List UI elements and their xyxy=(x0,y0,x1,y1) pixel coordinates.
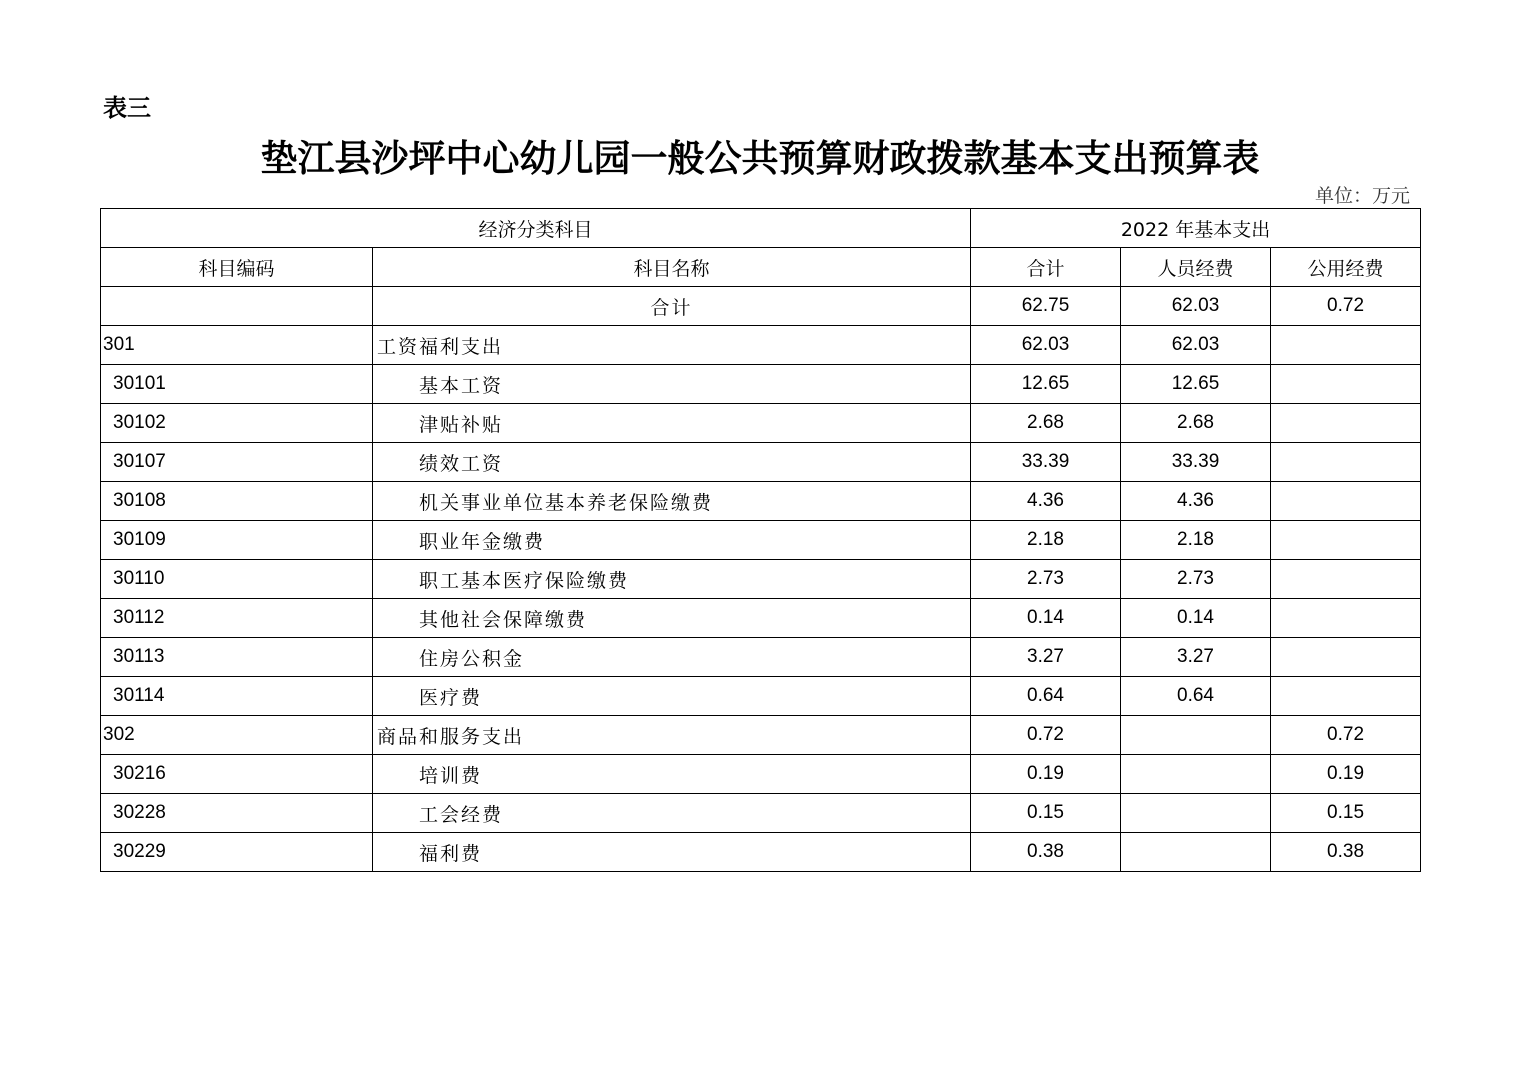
cell-total: 2.73 xyxy=(971,560,1121,599)
cell-total: 62.03 xyxy=(971,326,1121,365)
budget-table xyxy=(100,208,1421,872)
cell-public-expense xyxy=(1271,326,1421,365)
table-body xyxy=(101,287,1421,872)
cell-public-expense: 0.15 xyxy=(1271,794,1421,833)
cell-total: 0.19 xyxy=(971,755,1121,794)
cell-subject-code: 30112 xyxy=(101,599,373,638)
header-subject-code: 科目编码 xyxy=(101,248,373,287)
cell-personnel-expense: 62.03 xyxy=(1121,326,1271,365)
table-row xyxy=(101,599,1421,638)
cell-subject-name: 工会经费 xyxy=(373,794,971,833)
cell-public-expense xyxy=(1271,482,1421,521)
cell-public-expense xyxy=(1271,677,1421,716)
cell-public-expense xyxy=(1271,521,1421,560)
cell-subject-code: 30229 xyxy=(101,833,373,872)
cell-subject-name: 津贴补贴 xyxy=(373,404,971,443)
table-header xyxy=(101,209,1421,287)
cell-public-expense: 0.38 xyxy=(1271,833,1421,872)
table-row xyxy=(101,482,1421,521)
table-row xyxy=(101,716,1421,755)
table-row xyxy=(101,521,1421,560)
cell-subject-code: 30108 xyxy=(101,482,373,521)
cell-subject-code: 30102 xyxy=(101,404,373,443)
cell-public-expense xyxy=(1271,638,1421,677)
header-basic-expenditure-2022: 2022 年基本支出 xyxy=(971,209,1421,248)
cell-subject-name: 职工基本医疗保险缴费 xyxy=(373,560,971,599)
cell-subject-name: 基本工资 xyxy=(373,365,971,404)
cell-total: 0.72 xyxy=(971,716,1121,755)
table-row xyxy=(101,560,1421,599)
header-row-columns xyxy=(101,248,1421,287)
cell-personnel-expense: 0.64 xyxy=(1121,677,1271,716)
cell-subject-code: 30228 xyxy=(101,794,373,833)
cell-subject-code: 301 xyxy=(101,326,373,365)
table-row xyxy=(101,404,1421,443)
cell-public-expense xyxy=(1271,560,1421,599)
cell-subject-name: 培训费 xyxy=(373,755,971,794)
table-row xyxy=(101,443,1421,482)
cell-total: 12.65 xyxy=(971,365,1121,404)
cell-subject-code: 30114 xyxy=(101,677,373,716)
cell-subject-name: 其他社会保障缴费 xyxy=(373,599,971,638)
header-row-group xyxy=(101,209,1421,248)
table-row xyxy=(101,365,1421,404)
cell-total: 2.68 xyxy=(971,404,1121,443)
cell-subject-code: 30113 xyxy=(101,638,373,677)
cell-subject-name: 商品和服务支出 xyxy=(373,716,971,755)
cell-total: 0.64 xyxy=(971,677,1121,716)
cell-personnel-expense: 12.65 xyxy=(1121,365,1271,404)
cell-public-expense: 0.72 xyxy=(1271,716,1421,755)
cell-subject-name: 机关事业单位基本养老保险缴费 xyxy=(373,482,971,521)
table-row xyxy=(101,326,1421,365)
cell-personnel-expense xyxy=(1121,716,1271,755)
cell-personnel-expense xyxy=(1121,833,1271,872)
header-personnel-expense: 人员经费 xyxy=(1121,248,1271,287)
cell-total: 3.27 xyxy=(971,638,1121,677)
cell-subject-name: 绩效工资 xyxy=(373,443,971,482)
cell-personnel-expense: 2.68 xyxy=(1121,404,1271,443)
cell-personnel-expense: 2.73 xyxy=(1121,560,1271,599)
cell-total: 62.75 xyxy=(971,287,1121,326)
cell-public-expense: 0.19 xyxy=(1271,755,1421,794)
cell-public-expense xyxy=(1271,443,1421,482)
cell-personnel-expense xyxy=(1121,755,1271,794)
table-row xyxy=(101,794,1421,833)
cell-public-expense xyxy=(1271,365,1421,404)
cell-subject-code: 30101 xyxy=(101,365,373,404)
cell-personnel-expense: 62.03 xyxy=(1121,287,1271,326)
cell-subject-name: 住房公积金 xyxy=(373,638,971,677)
header-subject-name: 科目名称 xyxy=(373,248,971,287)
cell-public-expense xyxy=(1271,599,1421,638)
cell-subject-code xyxy=(101,287,373,326)
table-row xyxy=(101,677,1421,716)
cell-personnel-expense: 33.39 xyxy=(1121,443,1271,482)
cell-subject-code: 30107 xyxy=(101,443,373,482)
cell-public-expense: 0.72 xyxy=(1271,287,1421,326)
cell-personnel-expense: 0.14 xyxy=(1121,599,1271,638)
header-economic-classification: 经济分类科目 xyxy=(101,209,971,248)
cell-subject-name: 医疗费 xyxy=(373,677,971,716)
cell-subject-name: 职业年金缴费 xyxy=(373,521,971,560)
cell-total: 0.14 xyxy=(971,599,1121,638)
cell-total: 2.18 xyxy=(971,521,1121,560)
table-number-label: 表三 xyxy=(103,94,151,122)
cell-total: 4.36 xyxy=(971,482,1121,521)
cell-subject-name: 合计 xyxy=(373,287,971,326)
cell-total: 0.15 xyxy=(971,794,1121,833)
table-row xyxy=(101,833,1421,872)
unit-label: 单位：万元 xyxy=(1314,185,1410,207)
document-title: 垫江县沙坪中心幼儿园一般公共预算财政拨款基本支出预算表 xyxy=(260,136,1260,180)
cell-public-expense xyxy=(1271,404,1421,443)
table-row xyxy=(101,638,1421,677)
cell-total: 33.39 xyxy=(971,443,1121,482)
cell-subject-code: 30109 xyxy=(101,521,373,560)
header-total: 合计 xyxy=(971,248,1121,287)
cell-subject-name: 福利费 xyxy=(373,833,971,872)
table-row xyxy=(101,287,1421,326)
cell-subject-code: 30216 xyxy=(101,755,373,794)
cell-subject-name: 工资福利支出 xyxy=(373,326,971,365)
cell-subject-code: 302 xyxy=(101,716,373,755)
cell-total: 0.38 xyxy=(971,833,1121,872)
cell-subject-code: 30110 xyxy=(101,560,373,599)
cell-personnel-expense xyxy=(1121,794,1271,833)
cell-personnel-expense: 2.18 xyxy=(1121,521,1271,560)
header-public-expense: 公用经费 xyxy=(1271,248,1421,287)
cell-personnel-expense: 3.27 xyxy=(1121,638,1271,677)
cell-personnel-expense: 4.36 xyxy=(1121,482,1271,521)
table-row xyxy=(101,755,1421,794)
